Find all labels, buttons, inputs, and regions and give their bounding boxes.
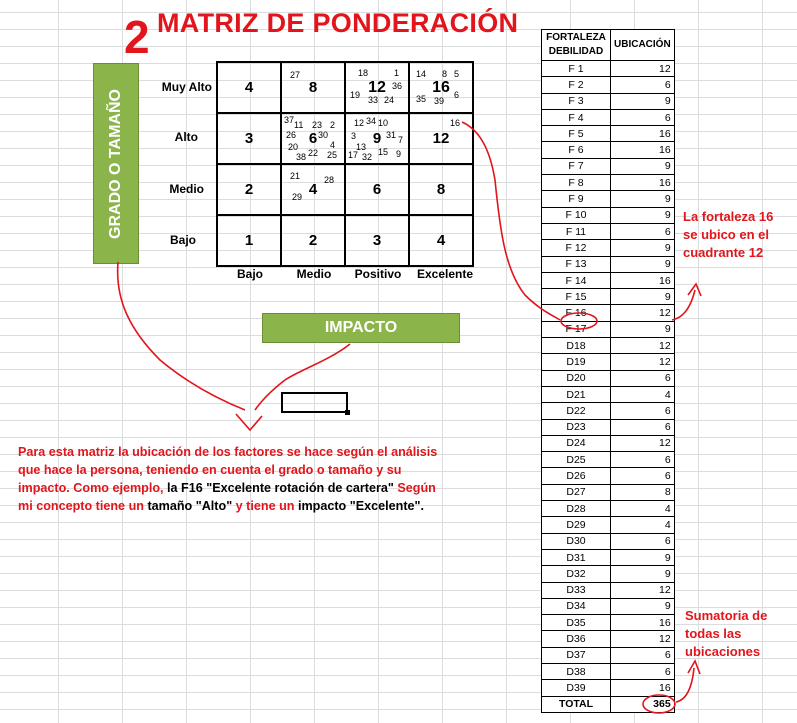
arrow-cell-to-f16 (462, 122, 560, 320)
factor-location-cell[interactable]: 9 (611, 321, 675, 337)
factor-location-cell[interactable]: 6 (611, 403, 675, 419)
factor-name-cell[interactable]: D20 (542, 370, 611, 386)
factor-name-cell[interactable]: D31 (542, 549, 611, 565)
table-header-factor: FORTALEZA DEBILIDAD (542, 30, 611, 61)
arrow-horizontal-to-text (255, 344, 350, 410)
factor-number: 37 (284, 115, 295, 125)
factor-name-cell[interactable]: D29 (542, 517, 611, 533)
factor-name-cell[interactable]: D19 (542, 354, 611, 370)
factor-location-cell[interactable]: 6 (611, 533, 675, 549)
factor-number: 31 (386, 130, 397, 140)
factor-location-cell[interactable]: 12 (611, 582, 675, 598)
cell-value: 4 (308, 180, 318, 198)
cell-value: 9 (372, 129, 382, 147)
factor-number: 4 (330, 140, 336, 150)
factor-name-cell[interactable]: D38 (542, 663, 611, 679)
factor-number: 2 (330, 120, 336, 130)
factor-location-cell[interactable]: 12 (611, 435, 675, 451)
factor-name-cell[interactable]: D39 (542, 680, 611, 696)
arrow-to-f16-note (672, 290, 695, 320)
cell-value: 2 (244, 180, 254, 198)
explanation-part-6: impacto "Excelente". (297, 499, 424, 513)
factor-location-cell[interactable]: 16 (611, 272, 675, 288)
factor-number: 32 (362, 152, 373, 162)
cell-value: 4 (244, 78, 254, 96)
cell-value: 4 (436, 231, 446, 249)
factor-name-cell[interactable]: F 14 (542, 272, 611, 288)
cell-value: 12 (432, 129, 450, 147)
factor-number: 16 (450, 118, 461, 128)
factor-number: 14 (416, 69, 427, 79)
arrow-to-sum-note (676, 668, 694, 702)
factor-number: 19 (350, 90, 361, 100)
factor-location-cell[interactable]: 12 (611, 305, 675, 321)
factor-location-cell[interactable]: 6 (611, 370, 675, 386)
factor-number: 7 (398, 135, 404, 145)
factor-number: 9 (396, 149, 402, 159)
factor-number: 35 (416, 94, 427, 104)
factor-number: 15 (378, 147, 389, 157)
factor-location-cell[interactable]: 9 (611, 158, 675, 174)
factor-location-cell[interactable]: 4 (611, 501, 675, 517)
factor-location-cell[interactable]: 8 (611, 484, 675, 500)
factor-location-cell[interactable]: 6 (611, 647, 675, 663)
factor-location-cell[interactable]: 9 (611, 256, 675, 272)
factor-name-cell[interactable]: D27 (542, 484, 611, 500)
explanation-part-5: y tiene un (232, 499, 298, 513)
factor-name-cell[interactable]: F 11 (542, 223, 611, 239)
factor-name-cell[interactable]: D23 (542, 419, 611, 435)
factor-name-cell[interactable]: F 3 (542, 93, 611, 109)
total-label: TOTAL (542, 696, 611, 712)
factor-name-cell[interactable]: F 7 (542, 158, 611, 174)
factor-name-cell[interactable]: F 10 (542, 207, 611, 223)
col-label-bajo: Bajo (236, 267, 263, 281)
row-label-alto: Alto (174, 130, 198, 144)
factor-number: 29 (292, 192, 303, 202)
factor-number: 24 (384, 95, 395, 105)
total-circle (643, 695, 675, 713)
cell-value: 1 (244, 231, 254, 249)
factor-location-cell[interactable]: 4 (611, 517, 675, 533)
explanation-part-3: Según mi concepto tiene un (18, 481, 436, 513)
factor-name-cell[interactable]: F 2 (542, 77, 611, 93)
factor-number: 18 (358, 68, 369, 78)
cell-value: 3 (372, 231, 382, 249)
matrix-number: 2 (124, 11, 150, 63)
factor-location-cell[interactable]: 9 (611, 289, 675, 305)
row-label-muy-alto: Muy Alto (161, 80, 212, 94)
row-label-medio: Medio (169, 182, 204, 196)
factor-name-cell[interactable]: D36 (542, 631, 611, 647)
factor-location-cell[interactable]: 9 (611, 240, 675, 256)
factor-name-cell[interactable]: D35 (542, 615, 611, 631)
factor-number: 12 (354, 118, 365, 128)
factor-location-cell[interactable]: 4 (611, 386, 675, 402)
factor-name-cell[interactable]: D26 (542, 468, 611, 484)
factor-name-cell[interactable]: D33 (542, 582, 611, 598)
factor-name-cell[interactable]: D34 (542, 598, 611, 614)
factor-number: 28 (324, 175, 335, 185)
col-label-positivo: Positivo (354, 267, 402, 281)
factor-number: 6 (454, 90, 460, 100)
factor-location-cell[interactable]: 9 (611, 566, 675, 582)
factor-location-cell[interactable]: 9 (611, 598, 675, 614)
factor-location-cell[interactable]: 12 (611, 631, 675, 647)
factor-name-cell[interactable]: D28 (542, 501, 611, 517)
factor-number: 34 (366, 116, 377, 126)
factor-name-cell[interactable]: F 1 (542, 61, 611, 77)
factor-name-cell[interactable]: D32 (542, 566, 611, 582)
factor-name-cell[interactable]: F 9 (542, 191, 611, 207)
factor-name-cell[interactable]: F 12 (542, 240, 611, 256)
factor-location-cell[interactable]: 9 (611, 207, 675, 223)
factor-number: 17 (348, 150, 359, 160)
factor-number: 23 (312, 120, 323, 130)
factor-location-cell[interactable]: 6 (611, 77, 675, 93)
factor-location-cell[interactable]: 9 (611, 191, 675, 207)
factor-number: 3 (351, 131, 357, 141)
horizontal-axis-label: IMPACTO (262, 313, 460, 343)
page-title: MATRIZ DE PONDERACIÓN (157, 8, 519, 38)
factor-location-cell[interactable]: 16 (611, 680, 675, 696)
factor-number: 26 (286, 130, 297, 140)
cell-value: 3 (244, 129, 254, 147)
factor-number: 38 (296, 152, 307, 162)
factor-location-cell[interactable]: 9 (611, 93, 675, 109)
factor-location-cell[interactable]: 16 (611, 126, 675, 142)
factor-number: 21 (290, 171, 301, 181)
annotation-sum: Sumatoria de todas las ubicaciones (685, 608, 768, 659)
arrow-vertical-to-text (118, 262, 245, 410)
factor-number: 39 (434, 96, 445, 106)
vertical-axis-label: GRADO O TAMAÑO (107, 88, 125, 239)
factor-location-cell[interactable]: 12 (611, 338, 675, 354)
factor-location-cell[interactable]: 12 (611, 61, 675, 77)
factor-location-cell[interactable]: 6 (611, 109, 675, 125)
factor-number: 5 (454, 69, 460, 79)
explanation-part-1: Para esta matriz la ubicación de los factores se hace según el análisis que hace la persona, teniendo en cuenta el grado o tamaño y su impacto. Como ejemplo, (18, 445, 438, 495)
factor-name-cell[interactable]: D24 (542, 435, 611, 451)
col-label-medio: Medio (296, 267, 332, 281)
factor-location-cell[interactable]: 6 (611, 663, 675, 679)
factor-location-cell[interactable]: 6 (611, 452, 675, 468)
factor-number: 30 (318, 130, 329, 140)
factor-name-cell[interactable]: F 13 (542, 256, 611, 272)
factor-name-cell[interactable]: F 8 (542, 175, 611, 191)
factor-number: 10 (378, 118, 389, 128)
factor-name-cell[interactable]: D18 (542, 338, 611, 354)
factor-name-cell[interactable]: F 6 (542, 142, 611, 158)
factor-number: 22 (308, 148, 319, 158)
factor-number: 8 (442, 69, 448, 79)
f16-circle (561, 313, 597, 329)
factor-number: 33 (368, 95, 379, 105)
arrow-merge-head (236, 414, 262, 430)
factor-number: 11 (294, 120, 304, 130)
factor-number: 27 (290, 70, 301, 80)
factor-name-cell[interactable]: D37 (542, 647, 611, 663)
factor-location-cell[interactable]: 6 (611, 223, 675, 239)
factor-location-cell[interactable]: 16 (611, 142, 675, 158)
factor-location-cell[interactable]: 9 (611, 549, 675, 565)
cell-value: 16 (432, 78, 450, 96)
factor-name-cell[interactable]: F 17 (542, 321, 611, 337)
factor-location-cell[interactable]: 6 (611, 419, 675, 435)
factor-number: 25 (327, 150, 338, 160)
annotation-f16: La fortaleza 16 se ubico en el cuadrante 12 (683, 209, 774, 260)
total-value[interactable]: 365 (611, 696, 675, 712)
factor-number: 20 (288, 142, 299, 152)
table-header-location: UBICACIÓN (611, 30, 675, 61)
factor-location-cell[interactable]: 6 (611, 468, 675, 484)
factor-name-cell[interactable]: F 4 (542, 109, 611, 125)
cell-value: 6 (372, 180, 382, 198)
cell-value: 8 (308, 78, 318, 96)
factor-location-cell[interactable]: 16 (611, 615, 675, 631)
factor-name-cell[interactable]: F 5 (542, 126, 611, 142)
factor-name-cell[interactable]: D25 (542, 452, 611, 468)
explanation-part-2: la F16 "Excelente rotación de cartera" (167, 481, 394, 495)
explanation-part-4: tamaño "Alto" (147, 499, 233, 513)
factor-name-cell[interactable]: F 16 (542, 305, 611, 321)
factor-name-cell[interactable]: D21 (542, 386, 611, 402)
cell-value: 6 (308, 129, 318, 147)
factor-location-cell[interactable]: 12 (611, 354, 675, 370)
factor-name-cell[interactable]: D30 (542, 533, 611, 549)
factor-number: 13 (356, 142, 367, 152)
row-label-bajo: Bajo (169, 233, 196, 247)
cell-value: 2 (308, 231, 318, 249)
factor-number: 36 (392, 81, 403, 91)
factor-number: 1 (394, 68, 400, 78)
factor-name-cell[interactable]: F 15 (542, 289, 611, 305)
factor-name-cell[interactable]: D22 (542, 403, 611, 419)
factor-location-cell[interactable]: 16 (611, 175, 675, 191)
col-label-excelente: Excelente (416, 267, 474, 281)
cell-value: 8 (436, 180, 446, 198)
cell-value: 12 (368, 78, 386, 96)
